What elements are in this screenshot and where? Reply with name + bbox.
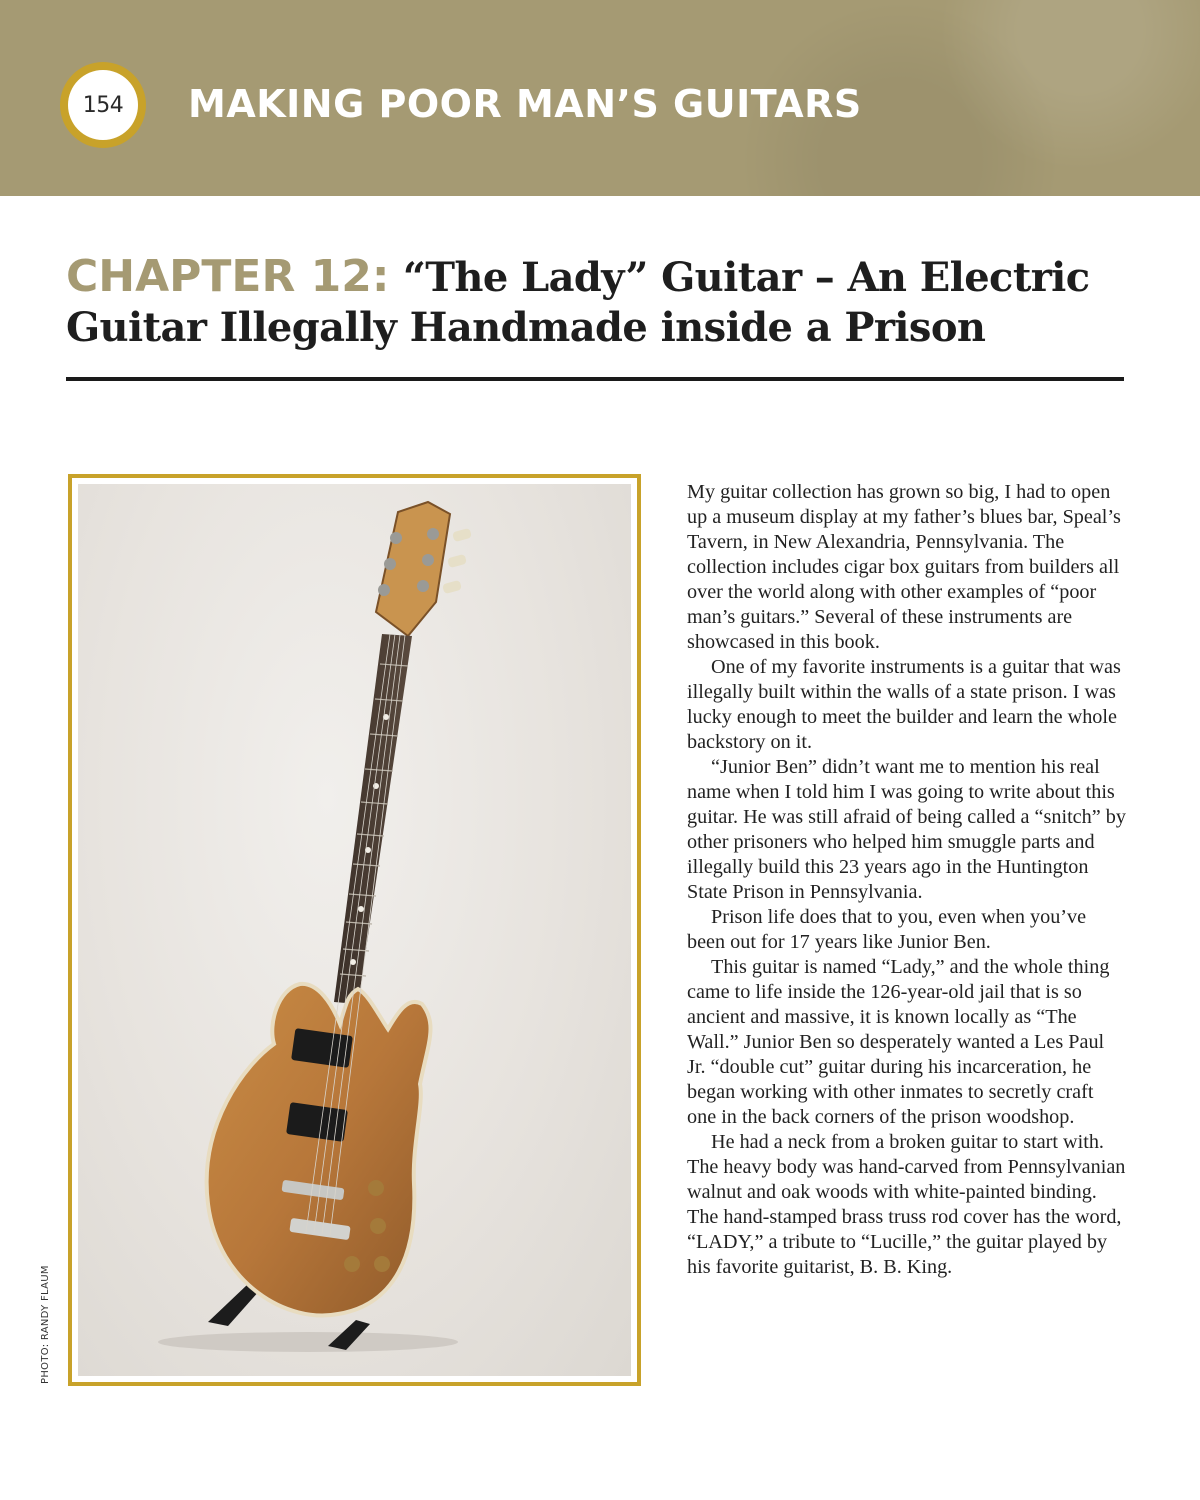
chapter-label: CHAPTER 12: [66,251,390,302]
electric-guitar-illustration [78,484,631,1376]
photo-credit: PHOTO: RANDY FLAUM [40,1265,51,1384]
page-number: 154 [68,70,138,140]
chapter-title: “The Lady” Guitar – An Electric Guitar Illegally Handmade inside a Prison [66,254,1090,351]
photo-frame [68,474,641,1386]
paragraph: He had a neck from a broken guitar to start with. The heavy body was hand-carved from Pennsylvanian walnut and oak woods with white-painted binding. The hand-stamped brass truss rod cover has the word, “LADY,” a tribute to “Lucille,” the guitar played by his favorite guitarist, B. B. King. [687,1131,1126,1278]
paragraph: “Junior Ben” didn’t want me to mention his real name when I told him I was going to write about this guitar. He was still afraid of being called a “snitch” by other prisoners who helped him smuggle parts and illegally build this 23 years ago in the Huntington State Prison in Pennsylvania. [687,756,1126,903]
paragraph: Prison life does that to you, even when you’ve been out for 17 years like Junior Ben. [687,906,1087,953]
chapter-heading [66,252,1146,353]
paragraph: One of my favorite instruments is a guitar that was illegally built within the walls of a state prison. I was lucky enough to meet the builder and learn the whole backstory on it. [687,656,1121,753]
guitar-photo [78,484,631,1376]
paragraph: My guitar collection has grown so big, I had to open up a museum display at my father’s blues bar, Speal’s Tavern, in New Alexandria, Pennsylvania. The collection includes cigar box guitars from builders all over the world along with other examples of “poor man’s guitars.” Several of these instruments are showcased in this book. [687,481,1121,653]
paragraph: This guitar is named “Lady,” and the whole thing came to life inside the 126-year-old jail that is so ancient and massive, it is known locally as “The Wall.” Junior Ben so desperately wanted a Les Paul Jr. “double cut” guitar during his incarceration, he began working with other inmates to secretly craft one in the back corners of the prison woodshop. [687,956,1110,1128]
page-number-badge [60,62,146,148]
heading-divider [66,377,1124,381]
body-text [687,480,1127,1280]
book-title: MAKING POOR MAN’S GUITARS [188,82,862,126]
